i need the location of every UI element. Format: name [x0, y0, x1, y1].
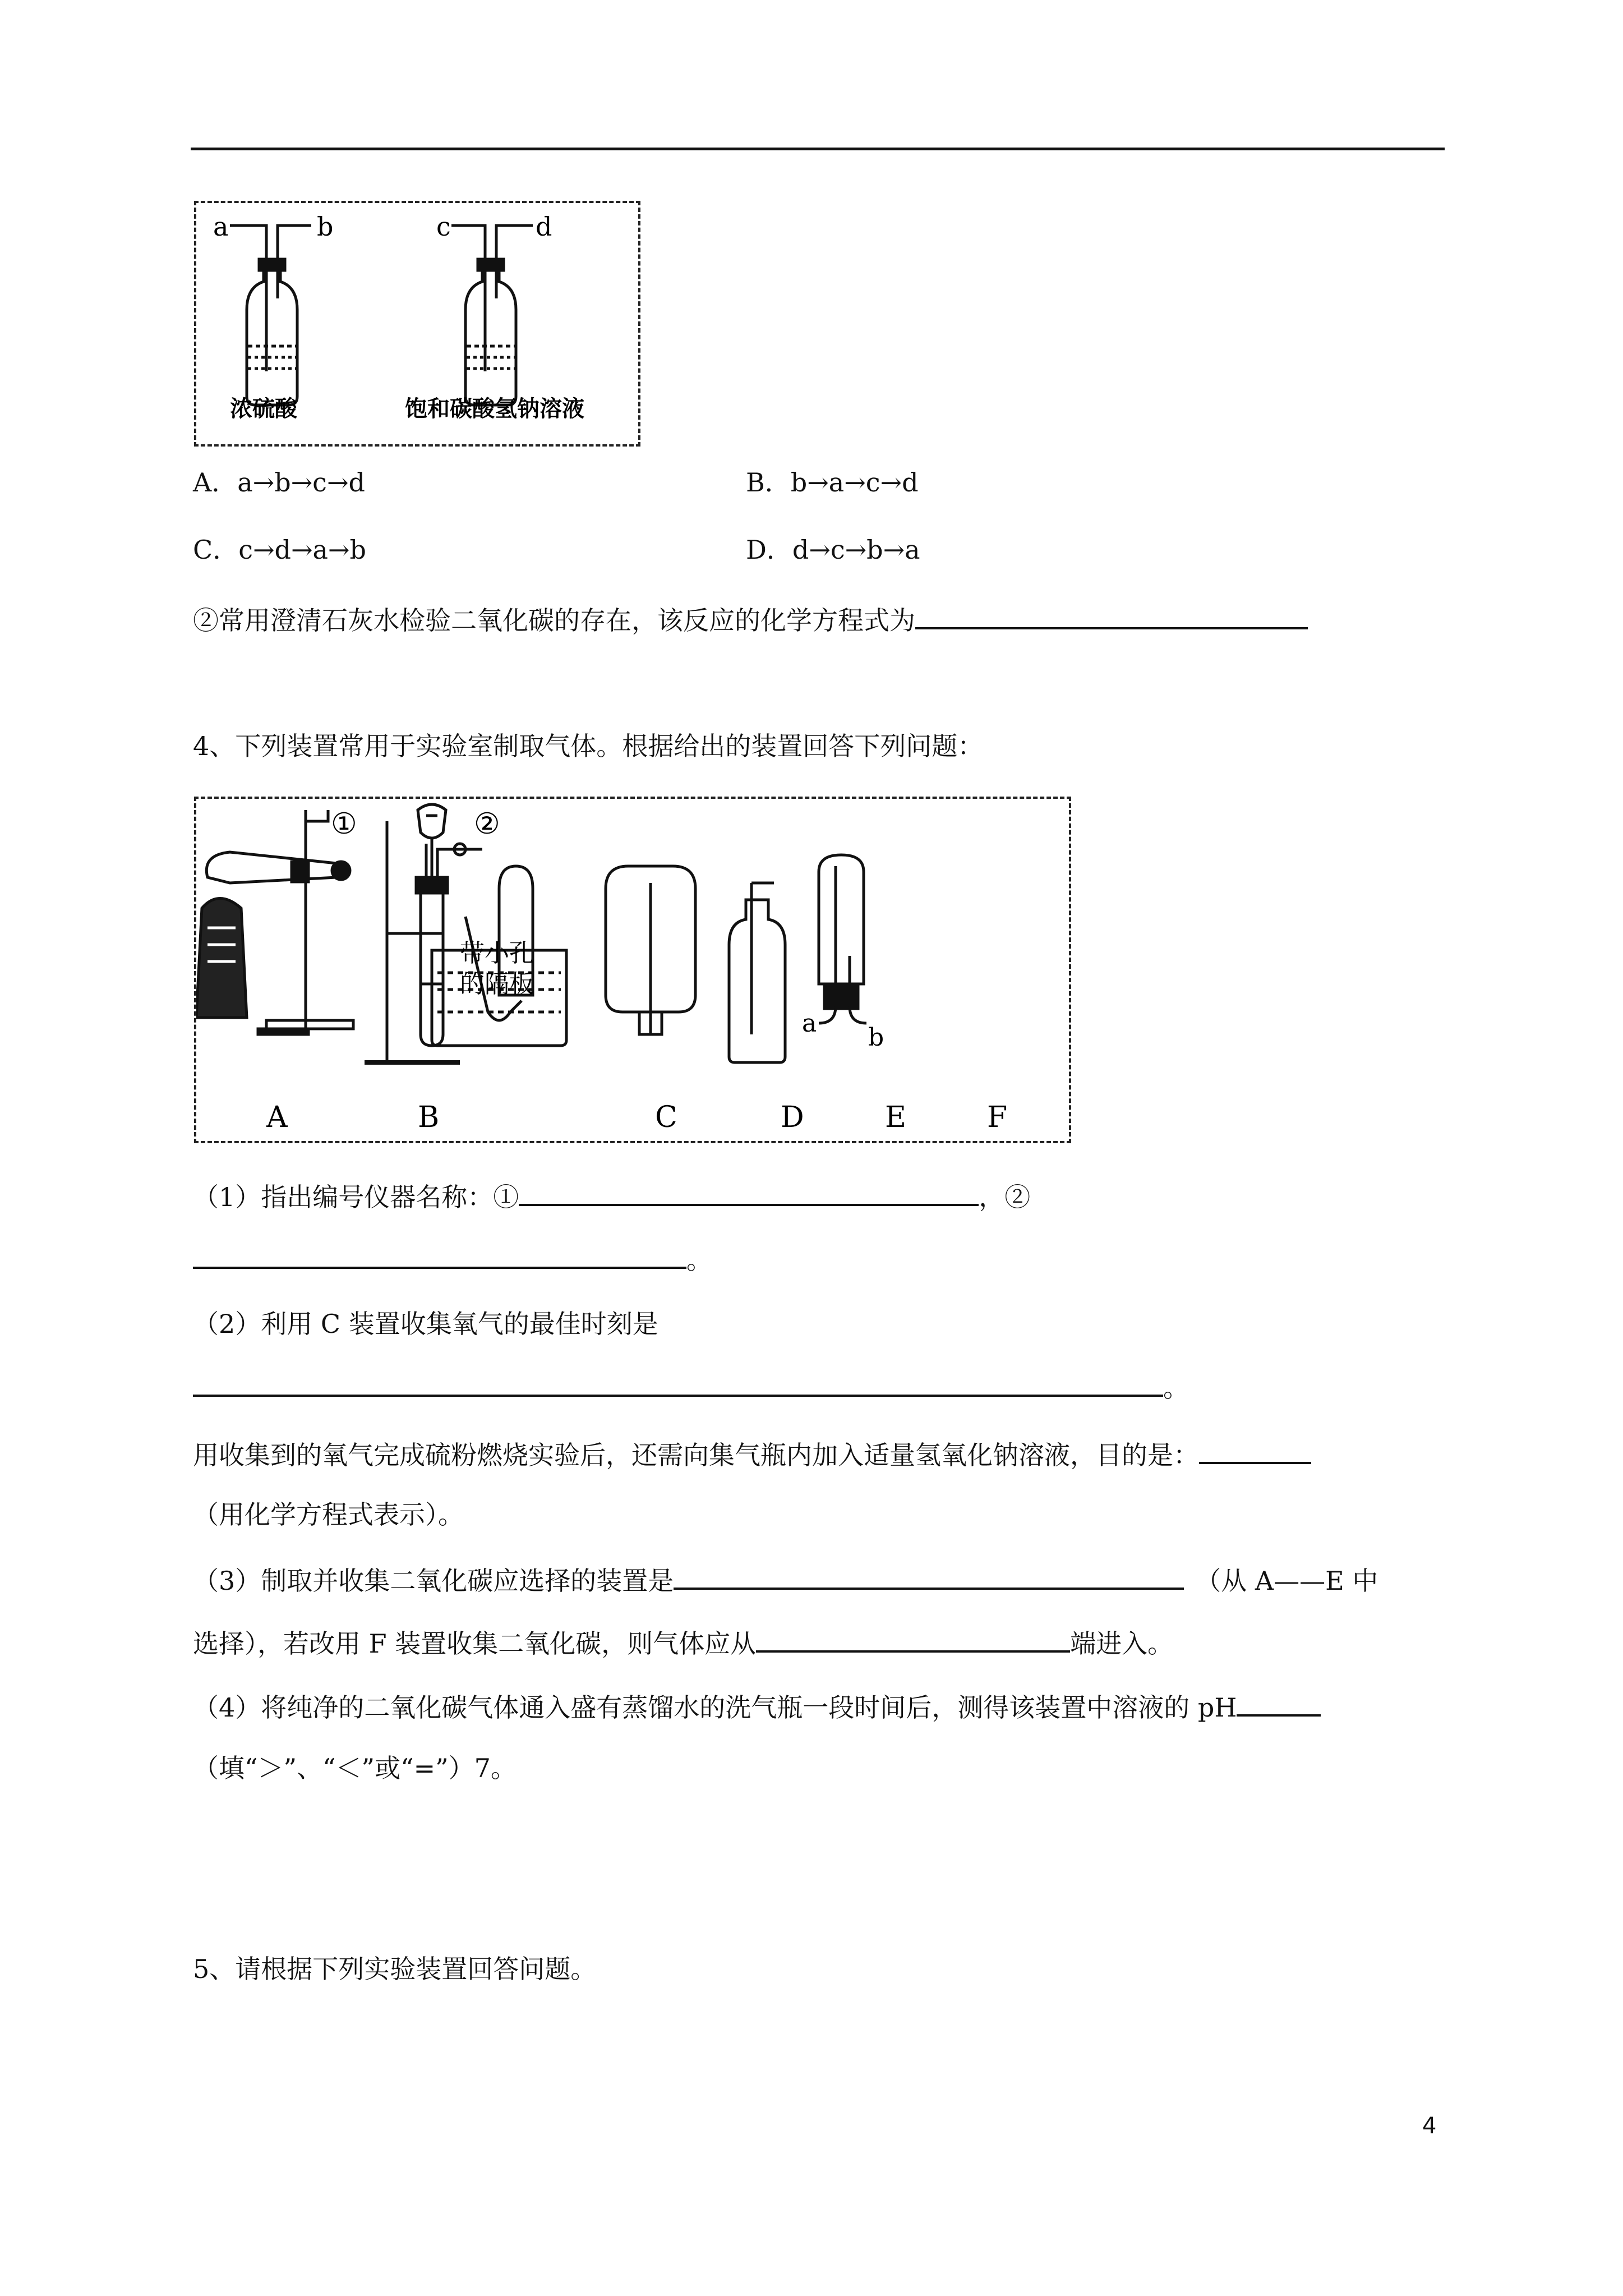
port-a-label: a — [213, 211, 229, 242]
port-d-label: d — [536, 211, 552, 242]
answer-blank-co2-apparatus[interactable] — [674, 1562, 1184, 1590]
apparatus-label-b: B — [418, 1101, 440, 1134]
port-b-label: b — [317, 211, 334, 242]
q5-stem: 5、请根据下列实验装置回答问题。 — [193, 1954, 597, 1984]
apparatus-drawing — [196, 799, 1067, 1139]
partition-label-2: 的隔板 — [460, 970, 534, 999]
q4-part3-line2 — [193, 1625, 1173, 1660]
answer-blank-f-port[interactable] — [756, 1625, 1070, 1653]
wash-bottles-drawing — [196, 203, 636, 442]
q4-part1-prefix: （1）指出编号仪器名称：① — [193, 1182, 519, 1212]
q4-part1 — [193, 1178, 1030, 1214]
option-d: D．d→c→b→a — [746, 535, 920, 565]
q4-part3-line1 — [193, 1562, 1378, 1598]
answer-blank-collect-time[interactable] — [193, 1369, 1163, 1397]
q4-part2-line3-text: 用收集到的氧气完成硫粉燃烧实验后，还需向集气瓶内加入适量氢氧化钠溶液，目的是： — [193, 1440, 1199, 1470]
q4-part3-suffix: （从 A——E 中 — [1195, 1566, 1378, 1596]
q4-part1-line2 — [193, 1241, 712, 1277]
q4-stem: 4、下列装置常用于实验室制取气体。根据给出的装置回答下列问题： — [193, 731, 984, 761]
option-b: B．b→a→c→d — [746, 467, 919, 498]
q4-part3-prefix: （3）制取并收集二氧化碳应选择的装置是 — [193, 1566, 674, 1596]
option-a: A．a→b→c→d — [193, 467, 365, 498]
caption-conc-sulfuric-acid: 浓硫酸 — [230, 395, 297, 422]
q4-part2-line4: （用化学方程式表示）。 — [193, 1499, 464, 1530]
q4-part4-line1 — [193, 1688, 1321, 1724]
q4-part2-line3 — [193, 1436, 1311, 1472]
answer-blank-equation[interactable] — [915, 601, 1308, 629]
q4-part3-line2-suffix: 端进入。 — [1070, 1628, 1174, 1659]
q3-part2-text: ②常用澄清石灰水检验二氧化碳的存在，该反应的化学方程式为 — [193, 605, 915, 636]
apparatus-label-f: F — [987, 1101, 1008, 1134]
q4-part2-end: 。 — [1163, 1373, 1189, 1403]
answer-blank-instrument-2[interactable] — [193, 1241, 686, 1269]
page-number: 4 — [1422, 2113, 1437, 2139]
answer-blank-naoh-equation[interactable] — [1199, 1436, 1311, 1464]
f-port-a: a — [802, 1009, 817, 1038]
port-c-label: c — [436, 211, 451, 242]
q4-part4-line2: （填“＞”、“＜”或“=”）7。 — [193, 1753, 517, 1783]
apparatus-label-e: E — [885, 1101, 906, 1134]
q3-part2 — [193, 601, 1308, 637]
answer-blank-ph[interactable] — [1237, 1688, 1321, 1717]
q4-part4-text: （4）将纯净的二氧化碳气体通入盛有蒸馏水的洗气瓶一段时间后，测得该装置中溶液的 pH — [193, 1692, 1237, 1723]
f-port-b: b — [868, 1023, 884, 1052]
answer-blank-instrument-1[interactable] — [519, 1178, 979, 1206]
q4-part2-line2 — [193, 1369, 1189, 1405]
marker-1: ① — [331, 807, 357, 841]
apparatus-label-c: C — [655, 1101, 677, 1134]
apparatus-label-a: A — [266, 1101, 288, 1134]
q4-part2-line1: （2）利用 C 装置收集氧气的最佳时刻是 — [193, 1309, 658, 1339]
caption-sodium-bicarbonate: 饱和碳酸氢钠溶液 — [405, 395, 584, 422]
partition-label-1: 带小孔 — [460, 939, 534, 968]
q4-part1-end: 。 — [686, 1245, 712, 1275]
option-c: C．c→d→a→b — [193, 535, 366, 565]
header-rule — [191, 148, 1445, 150]
q4-part3-line2-prefix: 选择），若改用 F 装置收集二氧化碳，则气体应从 — [193, 1628, 757, 1659]
q4-part1-mid: ，② — [979, 1182, 1031, 1212]
marker-2: ② — [474, 807, 500, 841]
apparatus-label-d: D — [781, 1101, 804, 1134]
